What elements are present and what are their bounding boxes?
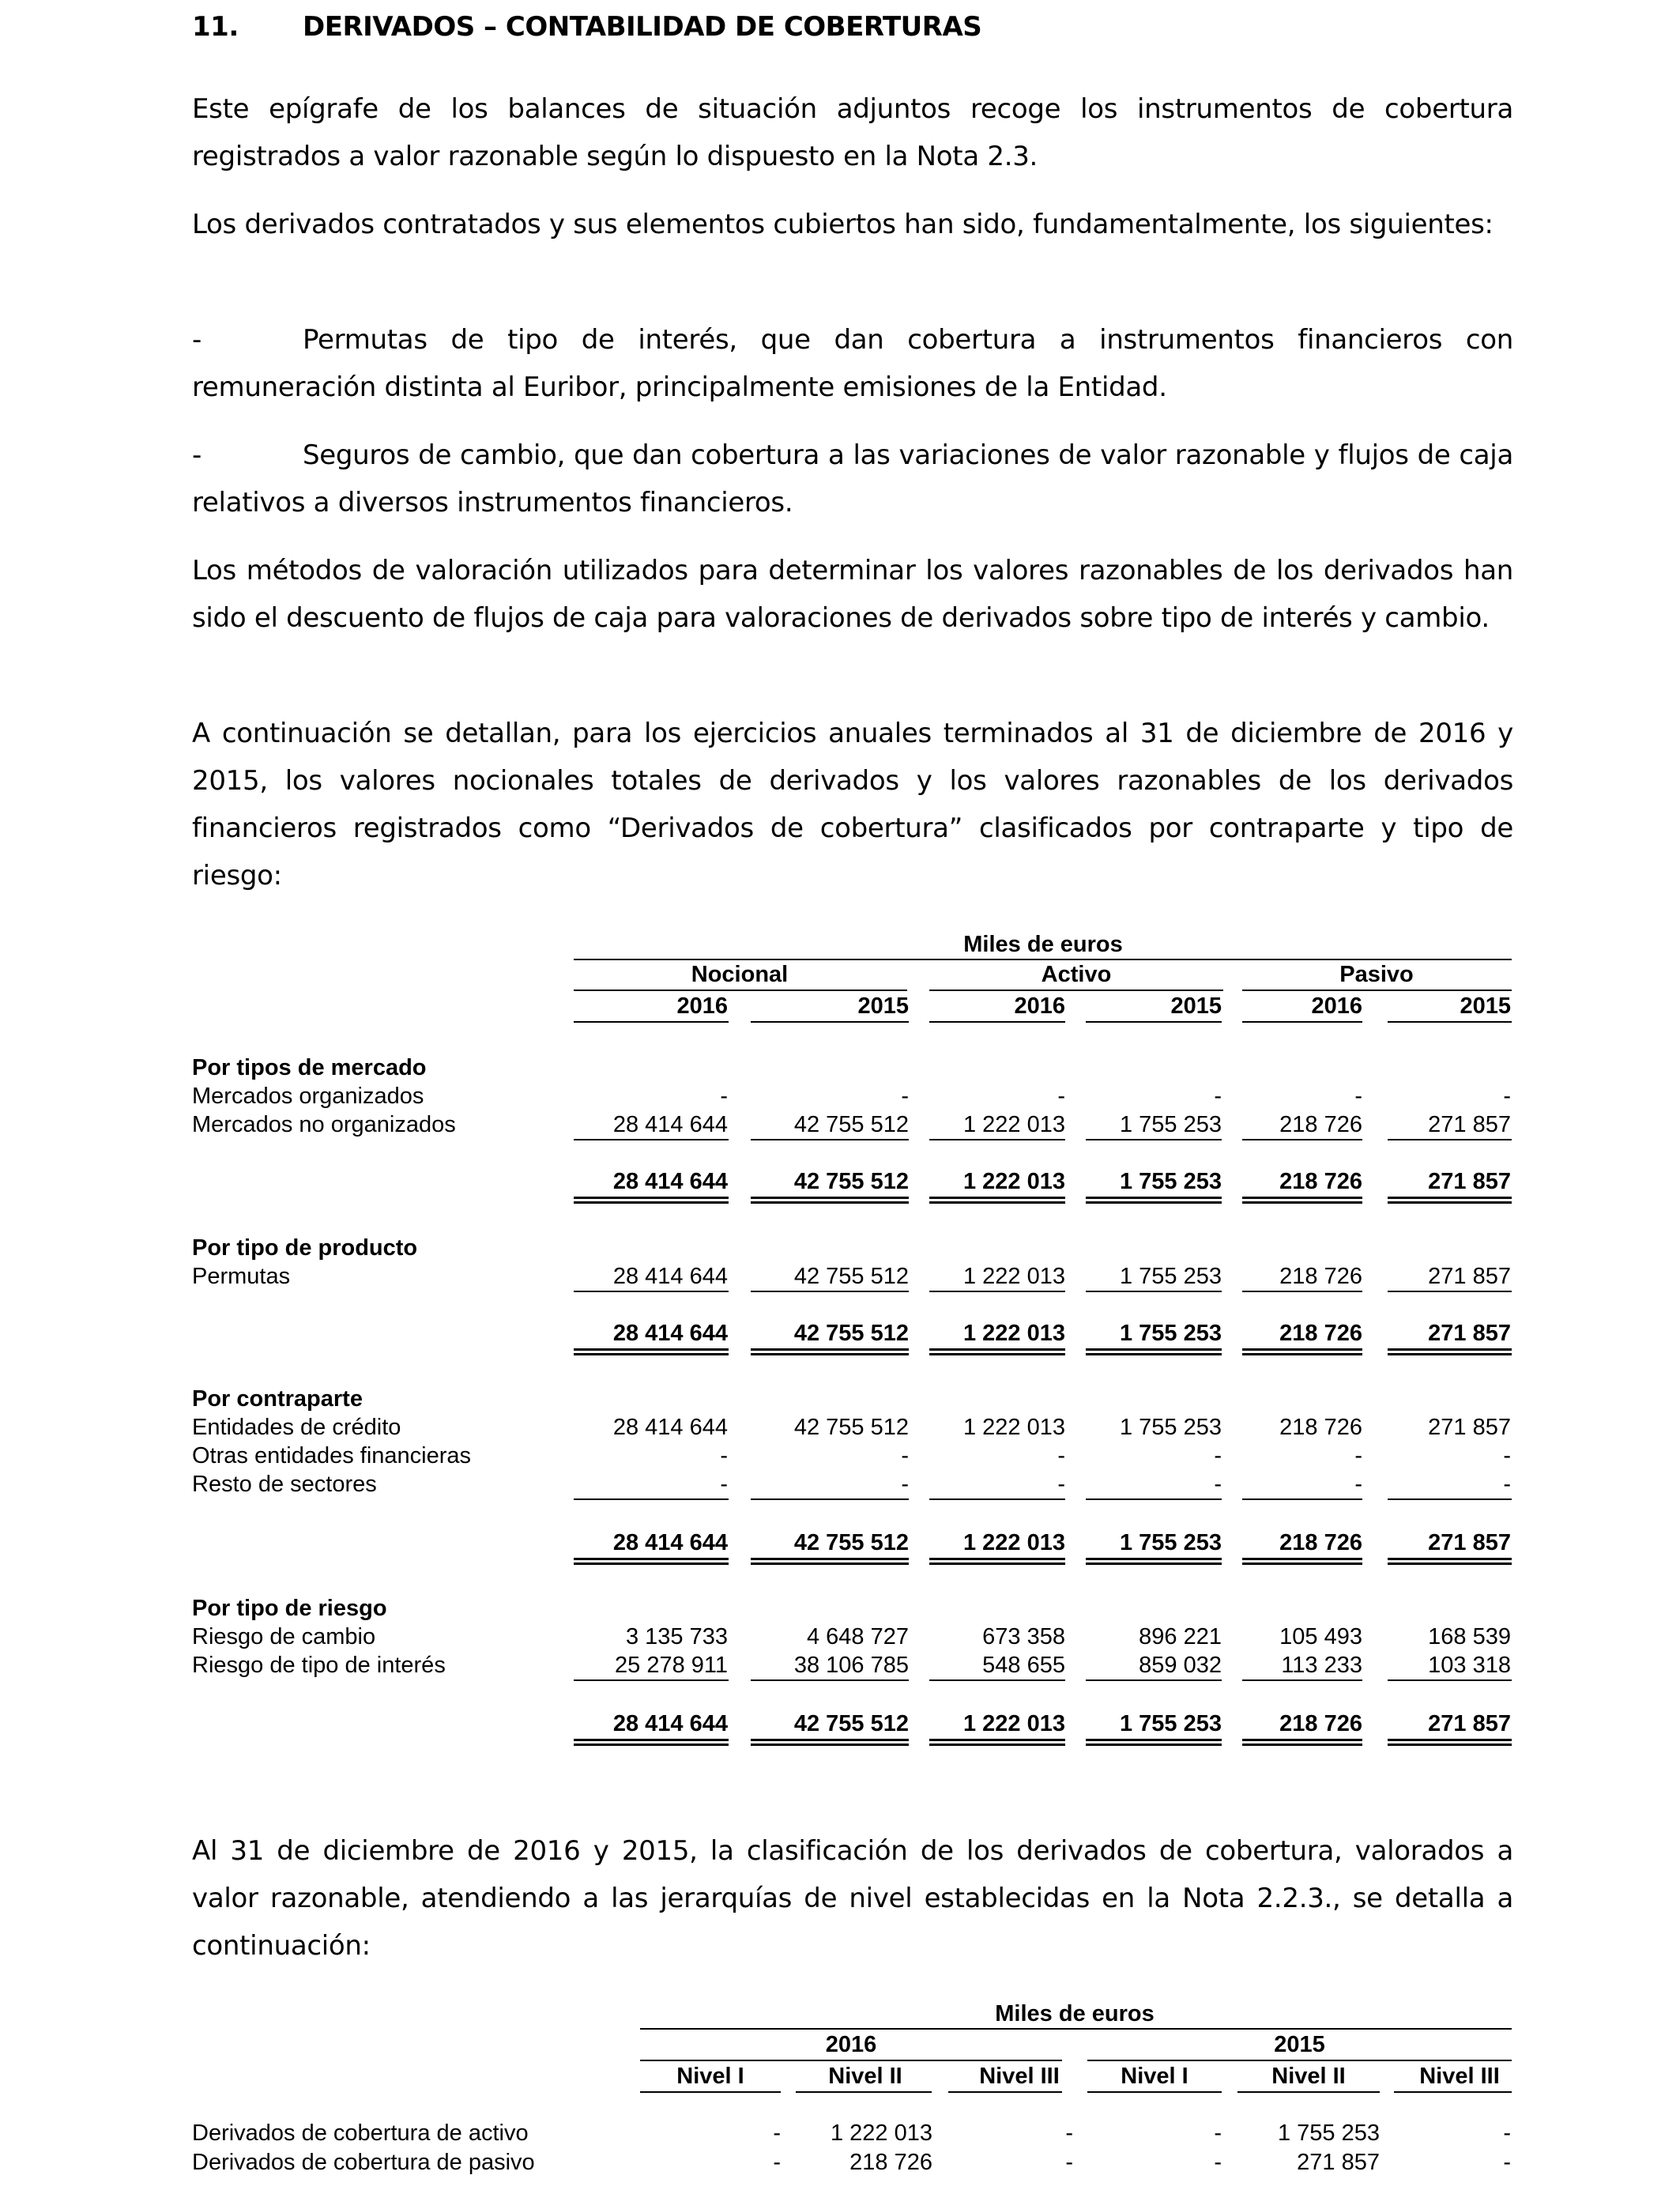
paragraph-1: Este epígrafe de los balances de situación adjuntos recoge los instrumentos de cobertura registrados a valor razonable según lo dispuesto en la Nota 2.3. [192, 93, 1513, 172]
table-unit: Miles de euros [963, 932, 1123, 957]
cell: 218 726 [849, 2150, 932, 2175]
paragraph-2: Los derivados contratados y sus elementos cubiertos han sido, fundamentalmente, los siguientes: [192, 209, 1494, 240]
paragraph-4: A continuación se detallan, para los ejercicios anuales terminados al 31 de diciembre de 2016 y 2015, los valores nocionales totales de derivados y los valores razonables de los derivados financieros registrados como “Derivados de cobertura” clasificados por contraparte y tipo de riesgo: [192, 718, 1513, 892]
cell: - [1065, 2120, 1073, 2146]
cell: - [1057, 1443, 1065, 1468]
level-header: Nivel II [828, 2064, 902, 2089]
cell: 28 414 644 [612, 1264, 728, 1289]
section-title: Por tipo de producto [192, 1235, 418, 1261]
total-cell: 42 755 512 [793, 1530, 909, 1555]
cell: 548 655 [982, 1653, 1065, 1678]
section-title: DERIVADOS – CONTABILIDAD DE COBERTURAS [303, 11, 982, 43]
group-pasivo: Pasivo [1339, 962, 1414, 987]
total-cell: 1 222 013 [962, 1711, 1065, 1736]
cell: 1 222 013 [962, 1264, 1065, 1289]
section-number: 11. [192, 11, 239, 43]
cell: - [1057, 1472, 1065, 1497]
row-label: Derivados de cobertura de activo [192, 2120, 529, 2146]
cell: - [1503, 1443, 1511, 1468]
cell: - [1503, 2120, 1511, 2146]
total-cell: 218 726 [1279, 1321, 1362, 1346]
paragraph-5: Al 31 de diciembre de 2016 y 2015, la clasificación de los derivados de cobertura, valorados a valor razonable, atendiendo a las jerarquías de nivel establecidas en la Nota 2.2.3., se detalla a continuación: [192, 1835, 1513, 1962]
cell: - [901, 1443, 909, 1468]
row-label: Riesgo de tipo de interés [192, 1653, 446, 1678]
cell: - [720, 1472, 728, 1497]
cell: 103 318 [1428, 1653, 1511, 1678]
cell: - [901, 1472, 909, 1497]
cell: 42 755 512 [793, 1112, 909, 1137]
level-header: Nivel I [1121, 2064, 1188, 2089]
total-cell: 28 414 644 [612, 1530, 728, 1555]
cell: 1 222 013 [830, 2120, 932, 2146]
total-cell: 42 755 512 [793, 1169, 909, 1194]
cell: - [1354, 1472, 1362, 1497]
total-cell: 1 755 253 [1119, 1711, 1222, 1736]
row-label: Riesgo de cambio [192, 1624, 376, 1649]
cell: - [1354, 1084, 1362, 1109]
cell: 3 135 733 [625, 1624, 728, 1649]
cell: - [720, 1443, 728, 1468]
cell: 1 222 013 [962, 1415, 1065, 1440]
cell: 218 726 [1279, 1264, 1362, 1289]
group-activo: Activo [1041, 962, 1112, 987]
total-cell: 218 726 [1279, 1711, 1362, 1736]
row-label: Permutas [192, 1264, 291, 1289]
cell: - [1065, 2150, 1073, 2175]
row-label: Otras entidades financieras [192, 1443, 472, 1468]
cell: 218 726 [1279, 1415, 1362, 1440]
cell: 1 755 253 [1277, 2120, 1380, 2146]
cell: 673 358 [982, 1624, 1065, 1649]
row-label: Mercados no organizados [192, 1112, 456, 1137]
year-2015: 2015 [1274, 2032, 1325, 2057]
section-title: Por contraparte [192, 1386, 363, 1412]
year-header: 2016 [676, 993, 728, 1019]
year-header: 2016 [1311, 993, 1362, 1019]
group-nocional: Nocional [691, 962, 789, 987]
cell: - [901, 1084, 909, 1109]
total-cell: 1 222 013 [962, 1169, 1065, 1194]
cell: 271 857 [1428, 1112, 1511, 1137]
bullet-1 [192, 316, 1513, 411]
cell: 859 032 [1139, 1653, 1222, 1678]
cell: - [1214, 2150, 1222, 2175]
cell: 1 755 253 [1119, 1415, 1222, 1440]
cell: 218 726 [1279, 1112, 1362, 1137]
section-heading [192, 11, 981, 43]
total-cell: 1 755 253 [1119, 1530, 1222, 1555]
bullet-2-text: Seguros de cambio, que dan cobertura a las variaciones de valor razonable y flujos de caja relativos a diversos instrumentos financieros. [192, 439, 1513, 518]
cell: - [1503, 1472, 1511, 1497]
section-title: Por tipo de riesgo [192, 1596, 387, 1621]
level-header: Nivel III [1419, 2064, 1500, 2089]
total-cell: 42 755 512 [793, 1321, 909, 1346]
level-header: Nivel III [979, 2064, 1060, 2089]
level-header: Nivel I [676, 2064, 744, 2089]
year-header: 2015 [1460, 993, 1511, 1019]
row-label: Resto de sectores [192, 1472, 377, 1497]
cell: 271 857 [1428, 1264, 1511, 1289]
cell: 896 221 [1139, 1624, 1222, 1649]
row-label: Derivados de cobertura de pasivo [192, 2150, 535, 2175]
year-2016: 2016 [825, 2032, 877, 2057]
section-title: Por tipos de mercado [192, 1055, 427, 1080]
cell: 28 414 644 [612, 1112, 728, 1137]
cell: 271 857 [1297, 2150, 1380, 2175]
total-cell: 28 414 644 [612, 1321, 728, 1346]
total-cell: 271 857 [1428, 1711, 1511, 1736]
cell: 105 493 [1279, 1624, 1362, 1649]
cell: 113 233 [1281, 1653, 1362, 1678]
cell: 1 222 013 [962, 1112, 1065, 1137]
bullet-marker: - [192, 439, 202, 471]
bullet-marker: - [192, 324, 202, 356]
cell: - [1057, 1084, 1065, 1109]
year-header: 2015 [1170, 993, 1222, 1019]
cell: 1 755 253 [1119, 1112, 1222, 1137]
cell: - [773, 2150, 781, 2175]
total-cell: 271 857 [1428, 1530, 1511, 1555]
total-cell: 1 755 253 [1119, 1169, 1222, 1194]
cell: 25 278 911 [615, 1653, 728, 1678]
cell: - [1214, 1084, 1222, 1109]
total-cell: 218 726 [1279, 1169, 1362, 1194]
cell: - [1503, 1084, 1511, 1109]
total-cell: 28 414 644 [612, 1711, 728, 1736]
total-cell: 1 222 013 [962, 1530, 1065, 1555]
cell: 1 755 253 [1119, 1264, 1222, 1289]
cell: 168 539 [1428, 1624, 1511, 1649]
cell: - [1354, 1443, 1362, 1468]
total-cell: 271 857 [1428, 1169, 1511, 1194]
row-label: Mercados organizados [192, 1084, 424, 1109]
total-cell: 218 726 [1279, 1530, 1362, 1555]
level-header: Nivel II [1271, 2064, 1346, 2089]
paragraph-3: Los métodos de valoración utilizados para determinar los valores razonables de los derivados han sido el descuento de flujos de caja para valoraciones de derivados sobre tipo de interés y cambio. [192, 555, 1513, 634]
table-unit: Miles de euros [995, 2001, 1155, 2026]
cell: 271 857 [1428, 1415, 1511, 1440]
total-cell: 28 414 644 [612, 1169, 728, 1194]
cell: 38 106 785 [793, 1653, 909, 1678]
cell: 42 755 512 [793, 1415, 909, 1440]
year-header: 2016 [1014, 993, 1065, 1019]
cell: 42 755 512 [793, 1264, 909, 1289]
cell: - [1214, 1472, 1222, 1497]
cell: - [1214, 1443, 1222, 1468]
cell: 28 414 644 [612, 1415, 728, 1440]
bullet-1-text: Permutas de tipo de interés, que dan cobertura a instrumentos financieros con remuneración distinta al Euribor, principalmente emisiones de la Entidad. [192, 324, 1513, 403]
cell: - [1503, 2150, 1511, 2175]
cell: - [720, 1084, 728, 1109]
total-cell: 1 755 253 [1119, 1321, 1222, 1346]
total-cell: 1 222 013 [962, 1321, 1065, 1346]
row-label: Entidades de crédito [192, 1415, 401, 1440]
total-cell: 271 857 [1428, 1321, 1511, 1346]
total-cell: 42 755 512 [793, 1711, 909, 1736]
cell: - [1214, 2120, 1222, 2146]
cell: 4 648 727 [806, 1624, 909, 1649]
bullet-2 [192, 432, 1513, 526]
cell: - [773, 2120, 781, 2146]
year-header: 2015 [857, 993, 909, 1019]
